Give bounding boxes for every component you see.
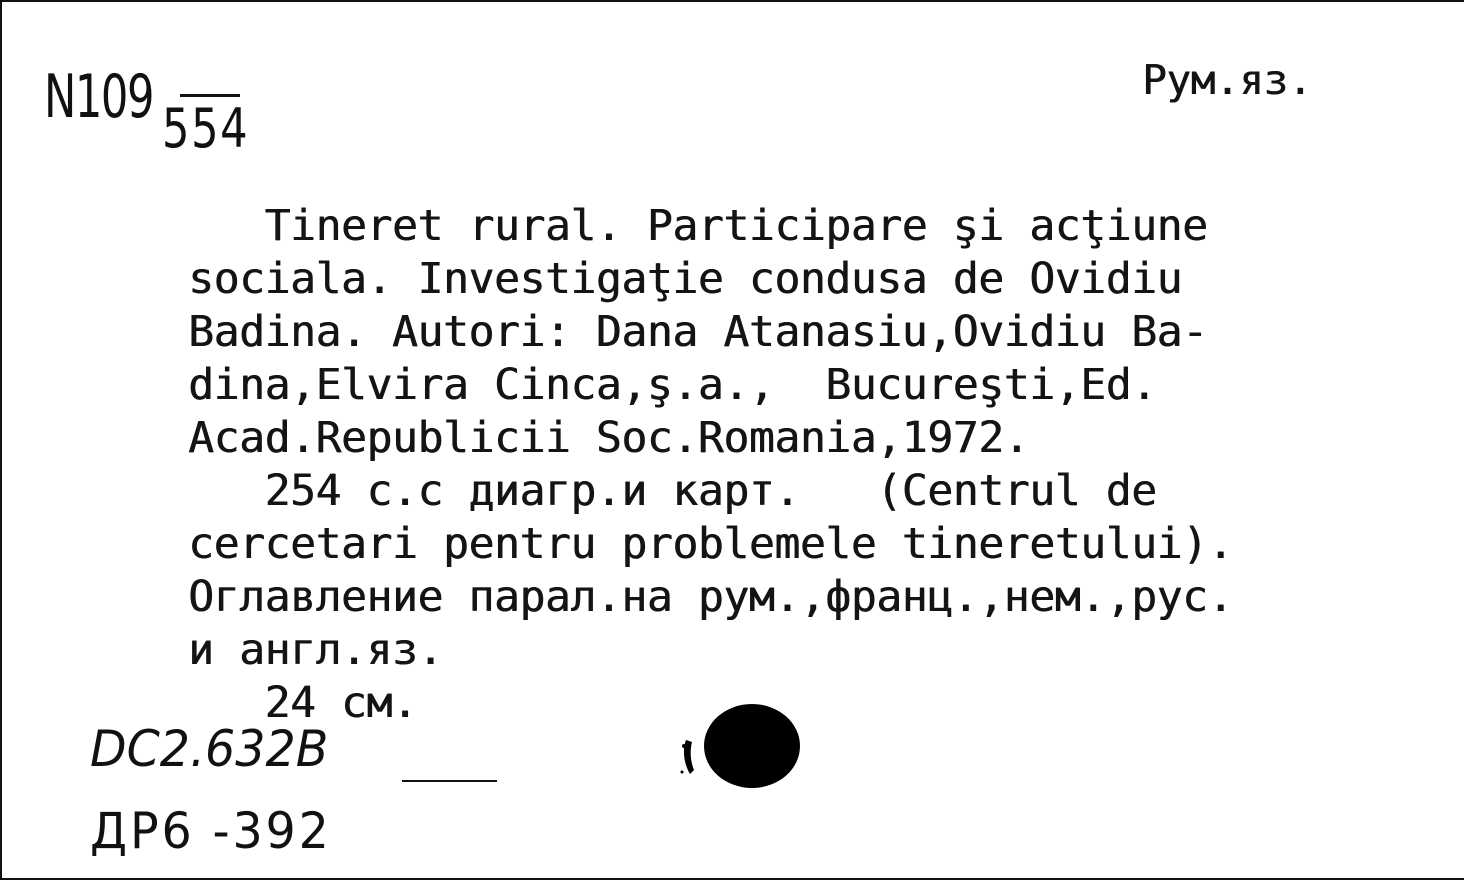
inventory-number-2: ДР6 -392 [90, 802, 332, 860]
description-line: sociala. Investigaţie condusa de Ovidiu [188, 254, 1183, 304]
description-line: Acad.Republicii Soc.Romania,1972. [188, 413, 1030, 463]
punch-hole [678, 702, 800, 792]
language-note: Рум.яз. [1142, 56, 1312, 104]
description-line: cercetari pentru problemele tineretului). [188, 519, 1234, 569]
description-line: 254 c.c диагр.и карт. (Centrul de [188, 466, 1157, 516]
description-line: и англ.яз. [188, 625, 443, 675]
description-line: dina,Elvira Cinca,ş.a., Bucureşti,Ed. [188, 360, 1157, 410]
shelfmark-number: 554 [162, 97, 250, 160]
bibliographic-description [188, 200, 1233, 730]
shelfmark: N109 [44, 62, 154, 132]
description-line: Tineret rural. Participare şi acţiune [188, 201, 1208, 251]
inventory-underline [402, 780, 497, 782]
inventory-number-1: DC2.632B [90, 720, 329, 778]
description-line: 24 см. [188, 678, 418, 728]
description-line: Оглавление парал.на рум.,франц.,нем.,рус. [188, 572, 1234, 622]
description-line: Badina. Autori: Dana Atanasiu,Ovidiu Ba- [188, 307, 1208, 357]
